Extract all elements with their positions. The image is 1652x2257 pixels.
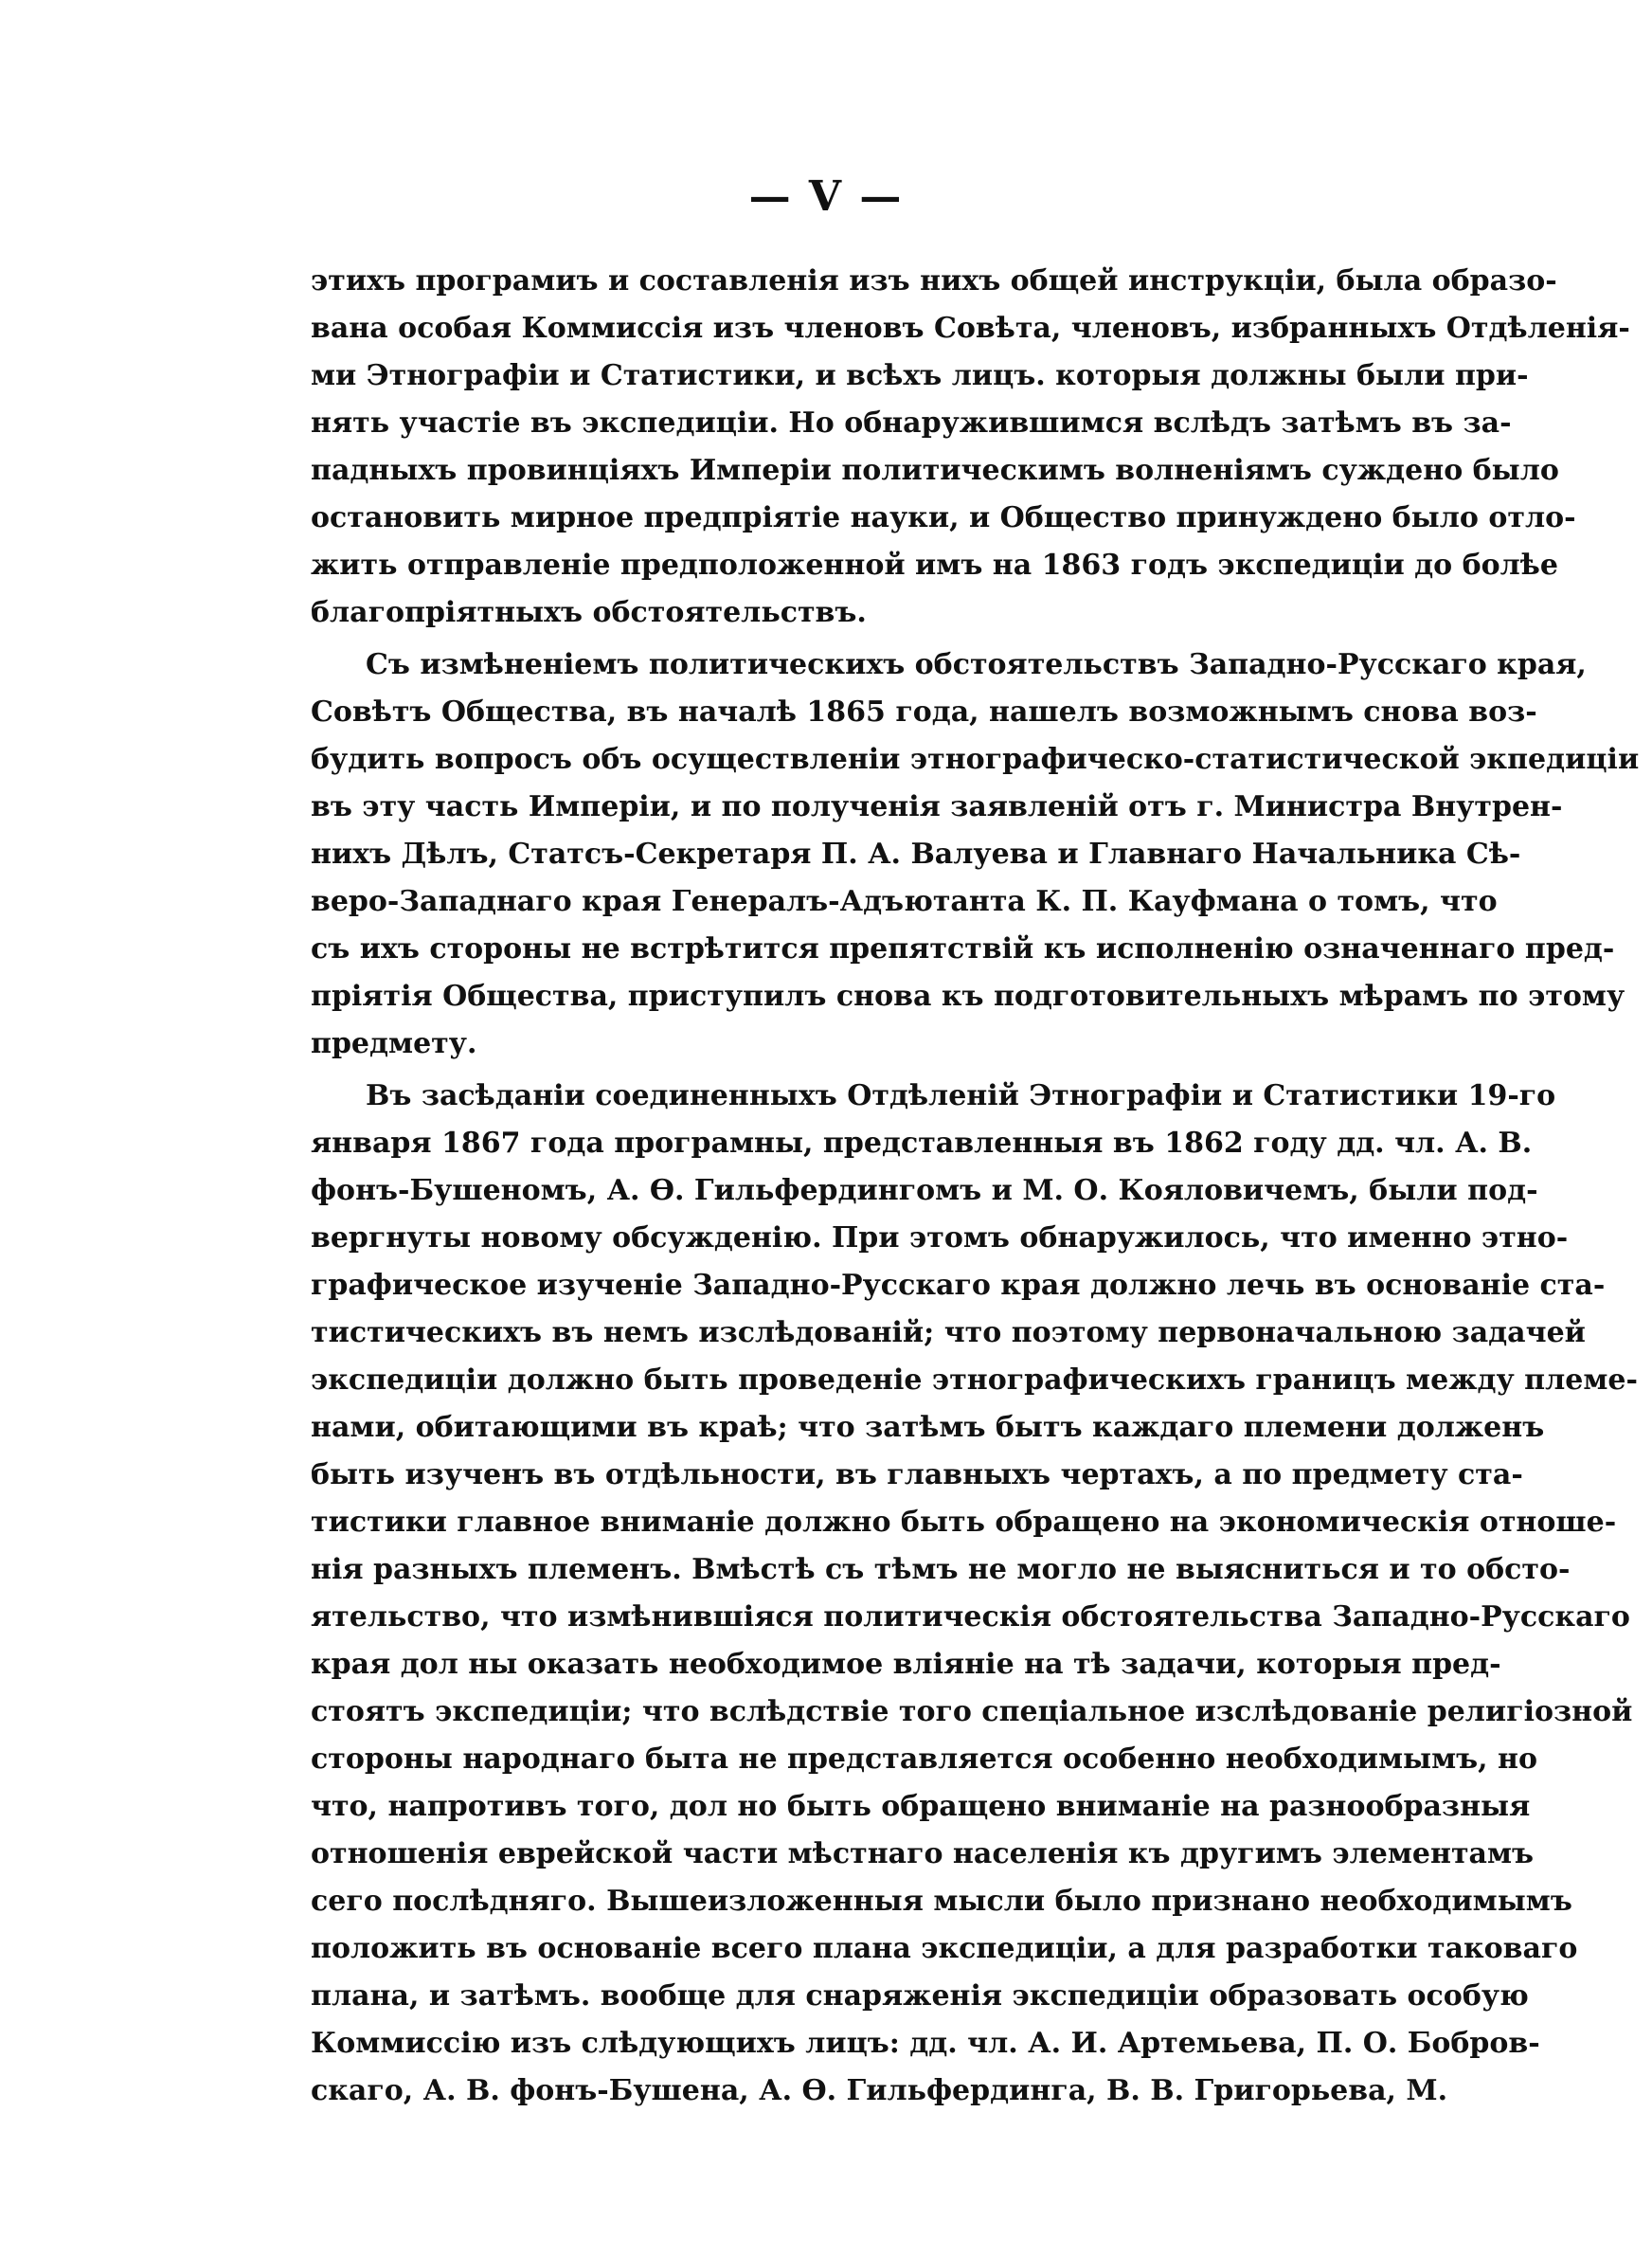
- text-line: стороны народнаго быта не представляется особенно необходимымъ, но: [311, 1742, 1538, 1776]
- text-line: края дол ны оказать необходимое вліяніе на тѣ задачи, которыя пред-: [311, 1648, 1501, 1681]
- body-text: [311, 258, 1640, 2115]
- text-line: пріятія Общества, приступилъ снова къ подготовительныхъ мѣрамъ по этому: [311, 980, 1625, 1013]
- text-line: Совѣтъ Общества, въ началѣ 1865 года, нашелъ возможнымъ снова воз-: [311, 695, 1537, 729]
- text-line: ятельство, что измѣнившіяся политическія обстоятельства Западно-Русскаго: [311, 1600, 1630, 1634]
- text-line: этихъ програмиъ и составленія изъ нихъ общей инструкціи, была образо-: [311, 264, 1557, 298]
- paragraph: [311, 641, 1640, 1068]
- text-line: Коммиссію изъ слѣдующихъ лицъ: дд. чл. А. И. Артемьева, П. О. Бобров-: [311, 2027, 1540, 2060]
- text-line: плана, и затѣмъ. вообще для снаряженія экспедиціи образовать особую: [311, 1979, 1529, 2013]
- text-line: тистики главное вниманіе должно быть обращено на экономическія отноше-: [311, 1506, 1617, 1539]
- page-number: — V —: [748, 172, 904, 221]
- text-line: графическое изученіе Западно-Русскаго края должно лечь въ основаніе ста-: [311, 1269, 1606, 1302]
- text-line: предмету.: [311, 1027, 477, 1060]
- text-line: что, напротивъ того, дол но быть обращено вниманіе на разнообразныя: [311, 1790, 1531, 1823]
- text-line: въ эту часть Имперіи, и по полученія заявленій отъ г. Министра Внутрен-: [311, 790, 1563, 823]
- text-line: нихъ Дѣлъ, Статсъ-Секретаря П. А. Валуева и Главнаго Начальника Сѣ-: [311, 838, 1521, 871]
- text-line: скаго, А. В. фонъ-Бушена, А. Ѳ. Гильфердинга, В. В. Григорьева, М.: [311, 2074, 1448, 2107]
- text-line: сего послѣдняго. Вышеизложенныя мысли было признано необходимымъ: [311, 1885, 1572, 1918]
- text-line: фонъ-Бушеномъ, А. Ѳ. Гильфердингомъ и М. О. Кояловичемъ, были под-: [311, 1174, 1538, 1207]
- text-line: экспедиціи должно быть проведеніе этнографическихъ границъ между племе-: [311, 1363, 1638, 1397]
- text-line: нять участіе въ экспедиціи. Но обнаружившимся вслѣдъ затѣмъ въ за-: [311, 406, 1512, 440]
- text-line: веро-Западнаго края Генералъ-Адъютанта К. П. Кауфмана о томъ, что: [311, 885, 1498, 918]
- text-line: отношенія еврейской части мѣстнаго населенія къ другимъ элементамъ: [311, 1837, 1535, 1870]
- text-line: жить отправленіе предположенной имъ на 1863 годъ экспедиціи до болѣе: [311, 549, 1558, 582]
- text-line: ми Этнографіи и Статистики, и всѣхъ лицъ. которыя должны были при-: [311, 359, 1529, 392]
- text-line: Съ измѣненіемъ политическихъ обстоятельствъ Западно-Русскаго края,: [366, 648, 1587, 681]
- text-line: стоятъ экспедиціи; что вслѣдствіе того спеціальное изслѣдованіе религіозной: [311, 1695, 1633, 1728]
- text-line: вана особая Коммиссія изъ членовъ Совѣта, членовъ, избранныхъ Отдѣленія-: [311, 312, 1630, 345]
- text-line: съ ихъ стороны не встрѣтится препятствій къ исполненію означеннаго пред-: [311, 932, 1615, 966]
- text-line: быть изученъ въ отдѣльности, въ главныхъ чертахъ, а по предмету ста-: [311, 1458, 1523, 1491]
- text-line: нами, обитающими въ краѣ; что затѣмъ бытъ каждаго племени долженъ: [311, 1411, 1545, 1444]
- text-line: января 1867 года програмны, представленныя въ 1862 году дд. чл. А. В.: [311, 1127, 1533, 1160]
- paragraph: [311, 1073, 1638, 2115]
- text-line: положить въ основаніе всего плана экспедиціи, а для разработки таковаго: [311, 1932, 1578, 1965]
- text-line: вергнуты новому обсужденію. При этомъ обнаружилось, что именно этно-: [311, 1221, 1569, 1255]
- text-line: будить вопросъ объ осуществленіи этнографическо-статистической экпедиціи: [311, 743, 1640, 776]
- paragraph: [311, 258, 1630, 637]
- text-line: тистическихъ въ немъ изслѣдованій; что поэтому первоначальною задачей: [311, 1316, 1586, 1349]
- text-line: Въ засѣданіи соединенныхъ Отдѣленій Этнографіи и Статистики 19-го: [366, 1079, 1556, 1112]
- text-line: нія разныхъ племенъ. Вмѣстѣ съ тѣмъ не могло не выясниться и то обсто-: [311, 1553, 1571, 1586]
- text-line: благопріятныхъ обстоятельствъ.: [311, 596, 867, 629]
- text-line: падныхъ провинціяхъ Имперіи политическимъ волненіямъ суждено было: [311, 454, 1559, 487]
- text-line: остановить мирное предпріятіе науки, и Общество принуждено было отло-: [311, 501, 1576, 534]
